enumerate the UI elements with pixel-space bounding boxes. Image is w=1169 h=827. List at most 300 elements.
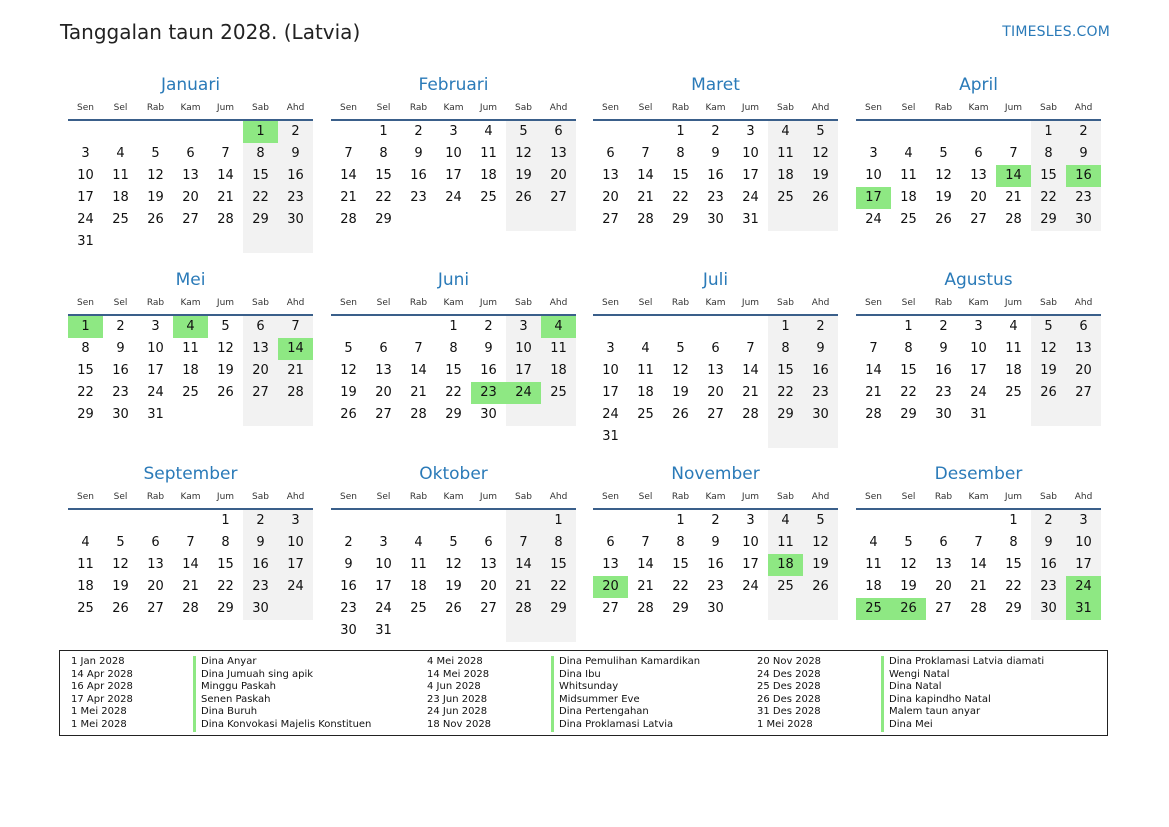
weekday-label: Sen <box>865 298 882 308</box>
day-cell: 9 <box>1079 146 1088 161</box>
day-cell: 28 <box>637 601 654 616</box>
day-cell: 26 <box>935 212 952 227</box>
weekday-label: Rab <box>409 103 428 113</box>
legend-date: 14 Apr 2028 <box>71 668 133 680</box>
day-cell: 4 <box>904 146 913 161</box>
day-cell: 31 <box>77 234 94 249</box>
weekday-label: Sen <box>340 298 357 308</box>
day-cell: 4 <box>1009 319 1018 334</box>
day-cell: 3 <box>379 535 388 550</box>
weekday-label: Jum <box>1004 492 1023 502</box>
day-cell: 17 <box>970 363 987 378</box>
day-cell: 5 <box>1044 319 1053 334</box>
day-cell: 6 <box>256 319 265 334</box>
holiday-day-cell: 4 <box>541 316 576 338</box>
weekday-label: Sen <box>77 103 94 113</box>
weekday-label: Kam <box>180 298 201 308</box>
day-cell: 18 <box>112 190 129 205</box>
day-cell: 31 <box>970 407 987 422</box>
day-cell: 19 <box>340 385 357 400</box>
day-cell: 9 <box>291 146 300 161</box>
day-cell: 20 <box>602 190 619 205</box>
day-cell: 17 <box>287 557 304 572</box>
legend-date: 16 Apr 2028 <box>71 681 133 693</box>
day-cell: 24 <box>287 579 304 594</box>
weekday-label: Sel <box>376 492 391 502</box>
day-cell: 2 <box>711 513 720 528</box>
day-cell: 20 <box>707 385 724 400</box>
day-cell: 11 <box>480 146 497 161</box>
day-cell: 16 <box>935 363 952 378</box>
day-cell: 21 <box>865 385 882 400</box>
day-cell: 4 <box>414 535 423 550</box>
weekday-label: Sen <box>602 298 619 308</box>
day-cell: 28 <box>287 385 304 400</box>
day-cell: 27 <box>182 212 199 227</box>
weekday-header <box>68 103 313 115</box>
day-cell: 7 <box>1009 146 1018 161</box>
day-cell: 22 <box>672 579 689 594</box>
site-link[interactable]: TIMESLES.COM <box>1002 24 1110 40</box>
day-cell: 2 <box>711 124 720 139</box>
day-cell: 2 <box>484 319 493 334</box>
day-cell: 16 <box>707 168 724 183</box>
legend-holiday-name: Dina Pemulihan Kamardikan <box>551 656 700 669</box>
day-cell: 19 <box>812 168 829 183</box>
day-cell: 12 <box>935 168 952 183</box>
day-cell: 27 <box>252 385 269 400</box>
day-cell: 22 <box>375 190 392 205</box>
day-cell: 14 <box>217 168 234 183</box>
day-cell: 29 <box>777 407 794 422</box>
day-cell: 18 <box>182 363 199 378</box>
day-cell: 5 <box>519 124 528 139</box>
day-cell: 12 <box>812 535 829 550</box>
day-cell: 22 <box>672 190 689 205</box>
day-cell: 26 <box>812 579 829 594</box>
day-cell: 22 <box>252 190 269 205</box>
day-cell: 28 <box>637 212 654 227</box>
weekday-label: Sel <box>376 298 391 308</box>
day-cell: 21 <box>1005 190 1022 205</box>
day-cell: 9 <box>816 341 825 356</box>
legend-holiday-name: Dina Mei <box>881 719 933 732</box>
day-cell: 6 <box>1079 319 1088 334</box>
day-cell: 9 <box>939 341 948 356</box>
day-cell: 3 <box>869 146 878 161</box>
day-cell: 18 <box>637 385 654 400</box>
day-cell: 27 <box>550 190 567 205</box>
day-cell: 16 <box>410 168 427 183</box>
day-cell: 25 <box>900 212 917 227</box>
day-cell: 11 <box>1005 341 1022 356</box>
month-name: Maret <box>691 75 740 95</box>
weekday-header <box>331 492 576 504</box>
holiday-day-cell: 25 <box>856 598 891 620</box>
legend-holiday-name: Dina Konvokasi Majelis Konstituen <box>193 719 371 732</box>
day-cell: 28 <box>1005 212 1022 227</box>
weekday-header <box>856 492 1101 504</box>
day-cell: 9 <box>116 341 125 356</box>
day-cell: 10 <box>742 535 759 550</box>
day-cell: 28 <box>217 212 234 227</box>
day-cell: 21 <box>637 579 654 594</box>
day-cell: 20 <box>182 190 199 205</box>
day-cell: 6 <box>186 146 195 161</box>
day-cell: 31 <box>147 407 164 422</box>
day-cell: 19 <box>147 190 164 205</box>
day-cell: 16 <box>1040 557 1057 572</box>
day-cell: 30 <box>252 601 269 616</box>
day-cell: 10 <box>602 363 619 378</box>
day-cell: 19 <box>515 168 532 183</box>
day-cell: 15 <box>900 363 917 378</box>
month-april <box>856 75 1101 260</box>
day-cell: 25 <box>182 385 199 400</box>
day-cell: 22 <box>77 385 94 400</box>
day-cell: 11 <box>550 341 567 356</box>
day-cell: 26 <box>112 601 129 616</box>
day-cell: 7 <box>221 146 230 161</box>
legend-holiday-name: Dina Jumuah sing apik <box>193 669 313 682</box>
legend-date: 24 Jun 2028 <box>427 706 488 718</box>
legend-date: 20 Nov 2028 <box>757 656 822 667</box>
holiday-day-cell: 20 <box>593 576 628 598</box>
day-cell: 28 <box>742 407 759 422</box>
day-cell: 13 <box>935 557 952 572</box>
day-cell: 10 <box>287 535 304 550</box>
legend-date: 1 Jan 2028 <box>71 656 125 667</box>
day-cell: 15 <box>672 557 689 572</box>
weekday-label: Ahd <box>1074 298 1093 308</box>
day-cell: 7 <box>291 319 300 334</box>
legend-holiday-name: Minggu Paskah <box>193 681 276 694</box>
month-desember <box>856 464 1101 649</box>
day-cell: 26 <box>217 385 234 400</box>
holiday-day-cell: 14 <box>996 165 1031 187</box>
weekday-label: Ahd <box>1074 492 1093 502</box>
day-cell: 7 <box>519 535 528 550</box>
weekday-label: Sab <box>252 298 269 308</box>
day-cell: 14 <box>742 363 759 378</box>
day-cell: 17 <box>1075 557 1092 572</box>
day-cell: 13 <box>480 557 497 572</box>
holiday-day-cell: 1 <box>243 121 278 143</box>
month-januari <box>68 75 313 260</box>
day-cell: 11 <box>865 557 882 572</box>
day-cell: 7 <box>344 146 353 161</box>
day-cell: 30 <box>707 601 724 616</box>
day-cell: 25 <box>550 385 567 400</box>
day-cell: 13 <box>182 168 199 183</box>
day-cell: 19 <box>445 579 462 594</box>
legend-date: 17 Apr 2028 <box>71 693 133 705</box>
day-cell: 11 <box>900 168 917 183</box>
day-cell: 18 <box>410 579 427 594</box>
weekday-label: Sel <box>638 298 653 308</box>
day-cell: 19 <box>672 385 689 400</box>
day-cell: 19 <box>217 363 234 378</box>
day-cell: 28 <box>410 407 427 422</box>
day-cell: 1 <box>1044 124 1053 139</box>
weekday-label: Jum <box>1004 103 1023 113</box>
month-name: Desember <box>934 464 1023 484</box>
day-cell: 30 <box>935 407 952 422</box>
month-agustus <box>856 270 1101 455</box>
day-cell: 21 <box>515 579 532 594</box>
month-november <box>593 464 838 649</box>
day-cell: 20 <box>375 385 392 400</box>
day-cell: 2 <box>939 319 948 334</box>
day-cell: 9 <box>1044 535 1053 550</box>
day-cell: 17 <box>147 363 164 378</box>
legend-holiday-name: Senen Paskah <box>193 694 271 707</box>
day-cell: 19 <box>935 190 952 205</box>
day-cell: 26 <box>340 407 357 422</box>
day-cell: 6 <box>379 341 388 356</box>
day-cell: 20 <box>1075 363 1092 378</box>
day-cell: 5 <box>816 124 825 139</box>
month-name: Juni <box>437 270 470 290</box>
day-cell: 23 <box>812 385 829 400</box>
weekday-label: Rab <box>409 298 428 308</box>
day-cell: 8 <box>554 535 563 550</box>
day-cell: 9 <box>484 341 493 356</box>
day-cell: 7 <box>641 535 650 550</box>
weekday-header <box>593 492 838 504</box>
weekday-label: Ahd <box>549 492 568 502</box>
weekday-label: Sab <box>515 298 532 308</box>
weekday-label: Rab <box>146 103 165 113</box>
day-cell: 30 <box>1040 601 1057 616</box>
day-cell: 3 <box>746 124 755 139</box>
day-cell: 13 <box>147 557 164 572</box>
weekday-label: Sab <box>515 103 532 113</box>
day-cell: 10 <box>970 341 987 356</box>
legend-date: 18 Nov 2028 <box>427 719 492 730</box>
day-cell: 22 <box>217 579 234 594</box>
month-september <box>68 464 313 649</box>
day-cell: 3 <box>449 124 458 139</box>
day-cell: 13 <box>375 363 392 378</box>
weekday-label: Sen <box>340 103 357 113</box>
day-cell: 8 <box>379 146 388 161</box>
day-cell: 5 <box>116 535 125 550</box>
weekday-label: Jum <box>479 492 498 502</box>
day-cell: 2 <box>344 535 353 550</box>
day-cell: 11 <box>112 168 129 183</box>
day-cell: 29 <box>445 407 462 422</box>
legend-holiday-name: Whitsunday <box>551 681 618 694</box>
day-cell: 15 <box>777 363 794 378</box>
day-cell: 25 <box>480 190 497 205</box>
weekday-header <box>856 298 1101 310</box>
day-cell: 13 <box>252 341 269 356</box>
day-cell: 16 <box>252 557 269 572</box>
day-cell: 5 <box>676 341 685 356</box>
day-cell: 14 <box>970 557 987 572</box>
weekday-label: Rab <box>934 492 953 502</box>
day-cell: 8 <box>781 341 790 356</box>
month-name: Agustus <box>944 270 1013 290</box>
weekday-label: Ahd <box>286 492 305 502</box>
day-cell: 17 <box>375 579 392 594</box>
weekday-label: Sab <box>777 492 794 502</box>
day-cell: 30 <box>480 407 497 422</box>
day-cell: 8 <box>676 146 685 161</box>
day-cell: 29 <box>1040 212 1057 227</box>
weekday-label: Rab <box>409 492 428 502</box>
day-cell: 23 <box>340 601 357 616</box>
day-cell: 16 <box>287 168 304 183</box>
day-cell: 6 <box>711 341 720 356</box>
day-cell: 28 <box>970 601 987 616</box>
day-cell: 6 <box>939 535 948 550</box>
weekday-label: Jum <box>741 103 760 113</box>
weekday-label: Sel <box>113 103 128 113</box>
weekday-header <box>68 492 313 504</box>
day-cell: 25 <box>1005 385 1022 400</box>
day-cell: 8 <box>676 535 685 550</box>
weekday-label: Sel <box>901 103 916 113</box>
weekday-label: Rab <box>671 103 690 113</box>
day-cell: 23 <box>1075 190 1092 205</box>
day-cell: 27 <box>602 212 619 227</box>
day-cell: 25 <box>777 579 794 594</box>
day-cell: 2 <box>1044 513 1053 528</box>
day-cell: 8 <box>256 146 265 161</box>
weekday-label: Kam <box>705 298 726 308</box>
weekday-label: Jum <box>216 298 235 308</box>
day-cell: 22 <box>1040 190 1057 205</box>
weekday-label: Sab <box>252 492 269 502</box>
day-cell: 24 <box>445 190 462 205</box>
legend-date: 1 Mei 2028 <box>757 719 813 730</box>
legend-holiday-name: Midsummer Eve <box>551 694 640 707</box>
day-cell: 25 <box>112 212 129 227</box>
day-cell: 13 <box>707 363 724 378</box>
day-cell: 17 <box>742 168 759 183</box>
month-name: Mei <box>175 270 206 290</box>
day-cell: 11 <box>182 341 199 356</box>
day-cell: 30 <box>707 212 724 227</box>
day-cell: 11 <box>77 557 94 572</box>
weekday-label: Sen <box>602 103 619 113</box>
weekday-label: Sab <box>1040 492 1057 502</box>
day-cell: 15 <box>77 363 94 378</box>
day-cell: 2 <box>291 124 300 139</box>
day-cell: 3 <box>81 146 90 161</box>
day-cell: 2 <box>256 513 265 528</box>
weekday-label: Ahd <box>811 103 830 113</box>
day-cell: 1 <box>554 513 563 528</box>
day-cell: 28 <box>182 601 199 616</box>
day-cell: 29 <box>217 601 234 616</box>
day-cell: 10 <box>147 341 164 356</box>
day-cell: 23 <box>1040 579 1057 594</box>
day-cell: 1 <box>1009 513 1018 528</box>
day-cell: 1 <box>904 319 913 334</box>
weekday-label: Kam <box>180 103 201 113</box>
holiday-day-cell: 4 <box>173 316 208 338</box>
day-cell: 3 <box>519 319 528 334</box>
day-cell: 21 <box>340 190 357 205</box>
day-cell: 2 <box>816 319 825 334</box>
day-cell: 1 <box>449 319 458 334</box>
day-cell: 22 <box>777 385 794 400</box>
weekday-label: Sen <box>340 492 357 502</box>
day-cell: 2 <box>1079 124 1088 139</box>
day-cell: 8 <box>449 341 458 356</box>
day-cell: 23 <box>707 579 724 594</box>
day-cell: 19 <box>812 557 829 572</box>
day-cell: 25 <box>410 601 427 616</box>
weekday-label: Jum <box>741 492 760 502</box>
weekday-label: Sel <box>638 492 653 502</box>
day-cell: 30 <box>112 407 129 422</box>
day-cell: 24 <box>602 407 619 422</box>
day-cell: 27 <box>602 601 619 616</box>
day-cell: 26 <box>445 601 462 616</box>
day-cell: 24 <box>970 385 987 400</box>
day-cell: 14 <box>865 363 882 378</box>
day-cell: 12 <box>812 146 829 161</box>
weekday-label: Kam <box>180 492 201 502</box>
day-cell: 21 <box>410 385 427 400</box>
day-cell: 3 <box>151 319 160 334</box>
day-cell: 29 <box>672 601 689 616</box>
day-cell: 22 <box>550 579 567 594</box>
legend-holiday-name: Dina Ibu <box>551 669 601 682</box>
day-cell: 31 <box>375 623 392 638</box>
day-cell: 27 <box>707 407 724 422</box>
day-cell: 20 <box>550 168 567 183</box>
day-cell: 23 <box>410 190 427 205</box>
holiday-day-cell: 18 <box>768 554 803 576</box>
legend-date: 1 Mei 2028 <box>71 719 127 730</box>
holiday-day-cell: 16 <box>1066 165 1101 187</box>
day-cell: 29 <box>252 212 269 227</box>
weekday-label: Sab <box>1040 298 1057 308</box>
legend-date: 4 Mei 2028 <box>427 656 483 667</box>
month-juni <box>331 270 576 455</box>
weekday-label: Sel <box>376 103 391 113</box>
weekday-header <box>331 103 576 115</box>
day-cell: 4 <box>781 513 790 528</box>
holiday-legend <box>59 650 1108 736</box>
day-cell: 18 <box>480 168 497 183</box>
day-cell: 10 <box>77 168 94 183</box>
day-cell: 28 <box>340 212 357 227</box>
day-cell: 19 <box>1040 363 1057 378</box>
weekday-label: Rab <box>934 298 953 308</box>
day-cell: 14 <box>182 557 199 572</box>
month-name: Februari <box>418 75 489 95</box>
day-cell: 5 <box>449 535 458 550</box>
day-cell: 12 <box>515 146 532 161</box>
weekday-label: Sab <box>1040 103 1057 113</box>
weekday-label: Sab <box>777 103 794 113</box>
weekday-label: Sel <box>113 492 128 502</box>
day-cell: 14 <box>340 168 357 183</box>
weekday-label: Sab <box>252 103 269 113</box>
weekday-label: Rab <box>671 298 690 308</box>
weekday-label: Rab <box>671 492 690 502</box>
day-cell: 7 <box>414 341 423 356</box>
day-cell: 19 <box>900 579 917 594</box>
day-cell: 13 <box>602 557 619 572</box>
day-cell: 4 <box>781 124 790 139</box>
